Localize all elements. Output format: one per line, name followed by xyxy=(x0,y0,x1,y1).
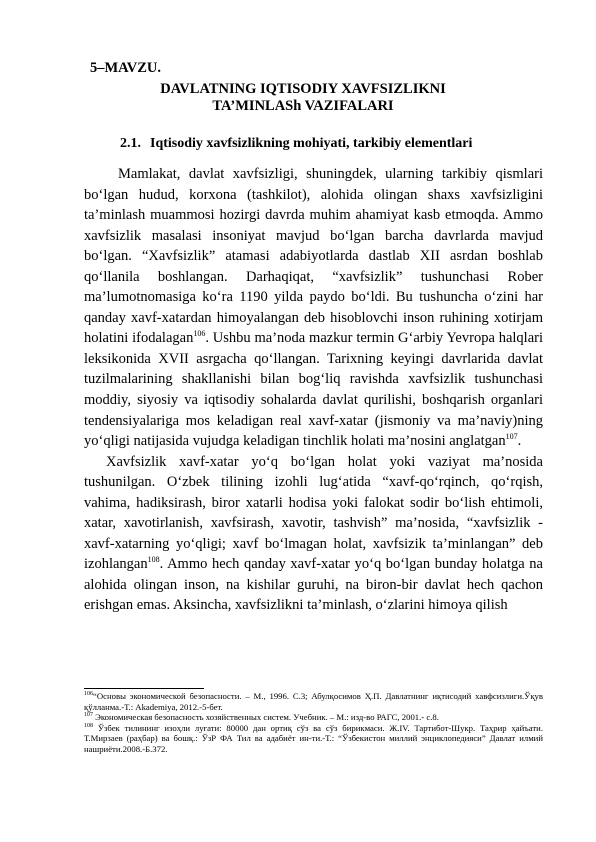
footnote-ref-108[interactable]: 108 xyxy=(147,555,160,565)
footnote-mark-106: 106 xyxy=(84,691,93,698)
chapter-title-line-1: DAVLATNING IQTISODIY XAVFSIZLIKNI xyxy=(160,81,446,97)
footnote-108 xyxy=(84,723,543,755)
footnote-ref-106[interactable]: 106 xyxy=(193,329,206,339)
footnote-separator xyxy=(84,688,204,689)
section-heading xyxy=(120,136,472,152)
footnote-107-text: Экономическая безопасность хозяйственных систем. Учебник. – М.: изд-во РАГС, 2001.- с.8. xyxy=(93,712,439,723)
footnote-106-text: “Основы экономической безопасности. – М., 1996. С.3; Абулқосимов Ҳ.П. Давлатнинг иқтисодий хавфсизлиги.Ўқув қўлланма.-Т.: Akademiya, 2012.-5-бет. xyxy=(84,691,543,712)
body-text xyxy=(84,164,543,616)
footnotes xyxy=(84,691,543,755)
footnote-108-text: Ўзбек тилининг изоҳли луғати: 80000 дан ортиқ сўз ва сўз бирикмаси. Ж.IV. Тартибот-Шукр. Таҳрир ҳайъати. Т.Мирзаев (раҳбар) ва бошқ.: ЎзР ФА Тил ва адабиёт ин-ти.-Т.: “Ўзбекистон миллий энциклопедияси” Давлат илмий нашриёти.2008.-Б.372. xyxy=(84,722,543,754)
paragraph-2-text-cont: . Ammo hech qanday xavf-xatar yo‘q bo‘lgan bunday holatga na alohida olingan inson, na kishilar guruhi, na biron-bir davlat hech qachon erishgan emas. Aksincha, xavfsizlikni ta’minlash, o‘zlarini himoya qilish xyxy=(84,556,543,614)
paragraph-2 xyxy=(84,452,543,616)
footnote-mark-107: 107 xyxy=(84,712,93,719)
paragraph-2-text: Xavfsizlik xavf-xatar yo‘q bo‘lgan holat yoki vaziyat ma’nosida tushunilgan. O‘zbek tilining izohli lug‘atida “xavf-qo‘rqinch, qo‘rqish, vahima, hadiksirash, biror xatarli hodisa yoki falokat sodir bo‘lish ehtimoli, xatar, xavotirlanish, xavfsirash, xavotir, tashvish” ma’nosida, “xavfsizlik - xavf-xatarning yo‘qligi; xavf bo‘lmagan holat, xavfsizik ta’minlangan” deb izohlangan xyxy=(84,453,543,573)
footnote-ref-107[interactable]: 107 xyxy=(505,432,518,442)
section-title: Iqtisodiy xavfsizlikning mohiyati, tarkibiy elementlari xyxy=(150,136,473,151)
paragraph-1-text: Mamlakat, davlat xavfsizligi, shuningdek, ularning tarkibiy qismlari bo‘lgan hudud, korxona (tashkilot), alohida olingan shaxs xavfsizligini ta’minlash muammosi hozirgi davrda muhim ahamiyat kasb etmoqda. Ammo xavfsizlik masalasi insoniyat mavjud bo‘lgan barcha davrlarda mavjud bo‘lgan. “Xavfsizlik” atamasi adabiyotlarda dastlab XII asrdan boshlab qo‘llanila boshlangan. Darhaqiqat, “xavfsizlik” tushunchasi Rober ma’lumotnomasiga ko‘ra 1190 yilda paydo bo‘ldi. Bu tushuncha o‘zini har qanday xavf-xatardan himoyalangan deb hisoblovchi inson ruhining xotirjam holatini ifodalagan xyxy=(84,166,543,347)
topic-number: 5–MAVZU. xyxy=(90,60,162,76)
paragraph-1 xyxy=(84,164,543,452)
footnote-107 xyxy=(84,712,543,723)
footnote-mark-108: 108 xyxy=(84,722,93,729)
section-number: 2.1. xyxy=(120,136,141,151)
chapter-title-line-2: TA’MINLASh VAZIFALARI xyxy=(212,98,394,114)
paragraph-1-end: . xyxy=(517,433,522,450)
paragraph-1-text-cont: . Ushbu ma’noda mazkur termin G‘arbiy Yevropa halqlari leksikonida XVII asrgacha qo‘llangan. Tarixning keyingi davrlarida davlat tuzilmalarining shakllanishi bilan bog‘liq ravishda xavfsizlik tushunchasi moddiy, siyosiy va iqtisodiy sohalarda davlat qurilishi, boshqarish organlari tendensiyalariga mos keladigan real xavf-xatar (jismoniy va ma’naviy)ning yo‘qligi natijasida vujudga keladigan tinchlik holati ma’nosini anglatgan xyxy=(84,330,543,450)
footnote-106 xyxy=(84,691,543,712)
